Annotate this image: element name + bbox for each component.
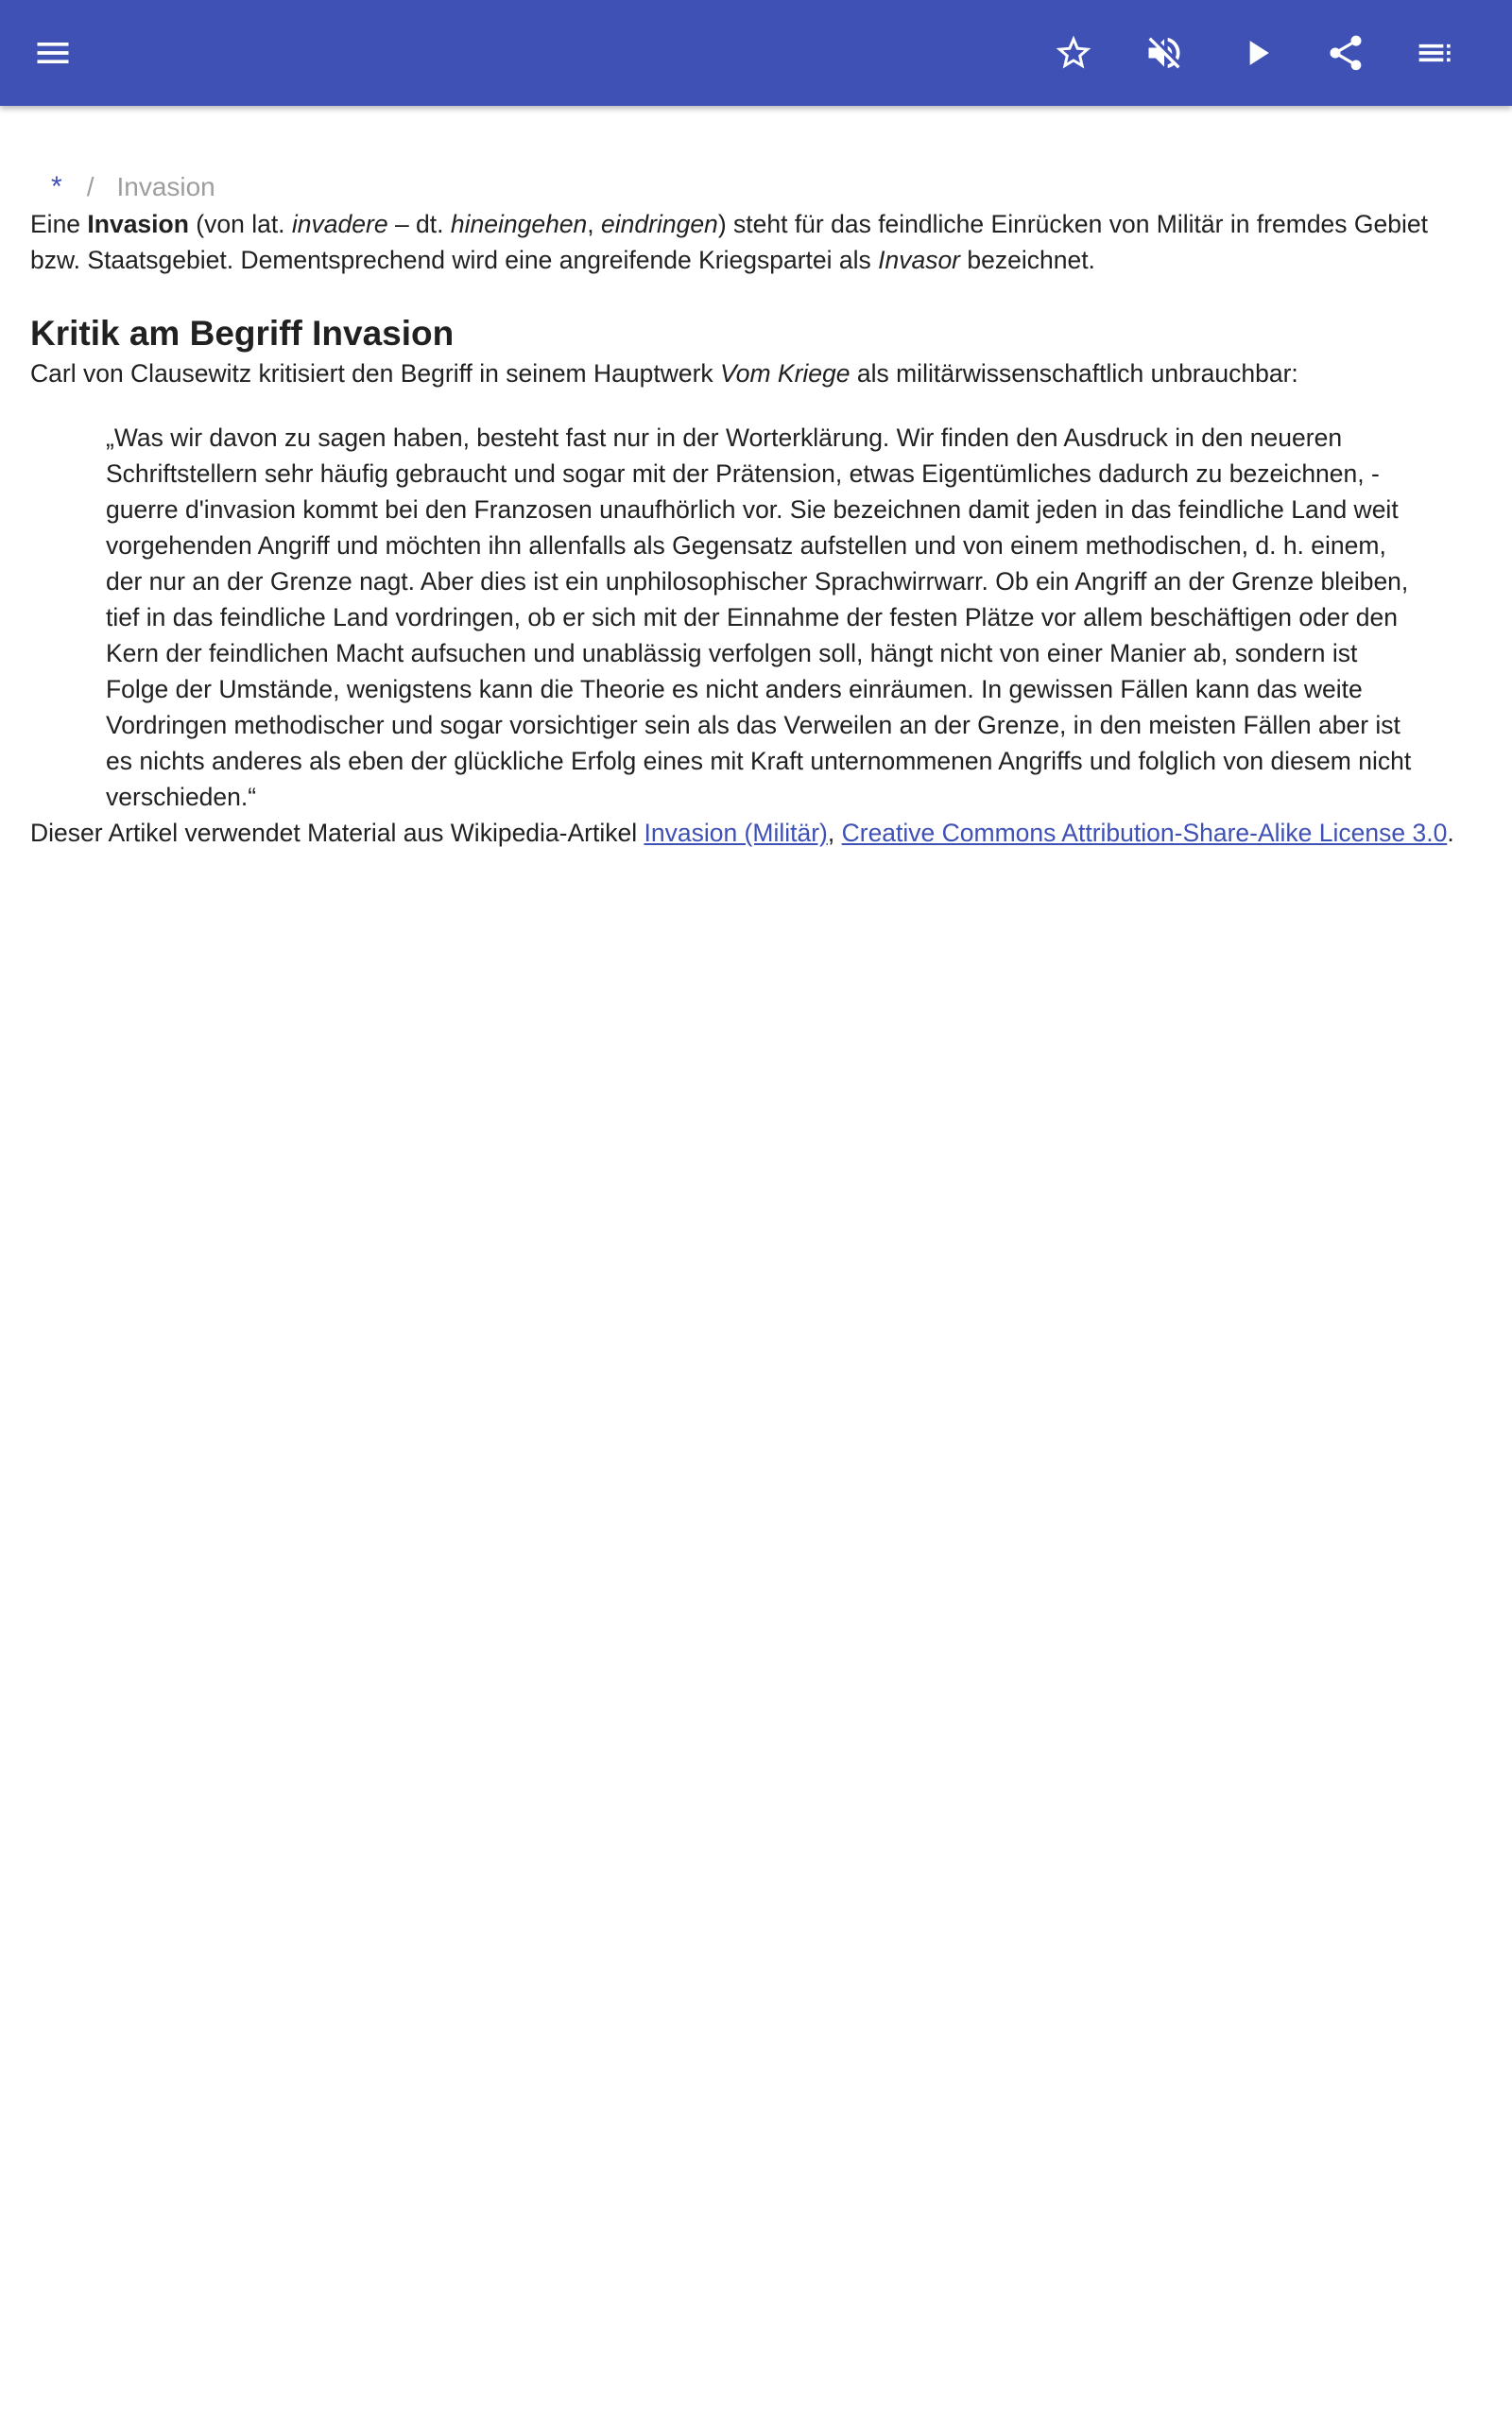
section-text: Carl von Clausewitz kritisiert den Begriff in seinem Hauptwerk: [30, 359, 721, 388]
attribution-text: ,: [827, 819, 842, 847]
section-italic-title: Vom Kriege: [720, 359, 850, 388]
intro-italic-term: hineingehen: [450, 210, 588, 238]
intro-text: ,: [587, 210, 602, 238]
playlist-icon[interactable]: [1410, 26, 1463, 79]
quote-block: [106, 420, 1425, 815]
breadcrumb-separator: /: [86, 172, 94, 201]
play-icon[interactable]: [1230, 26, 1283, 79]
app-bar: [0, 0, 1512, 106]
section-heading: Kritik am Begriff Invasion: [30, 314, 455, 353]
source-attribution: [30, 815, 1482, 851]
intro-text: (von lat.: [188, 210, 292, 238]
attribution-text: Dieser Artikel verwendet Material aus Wikipedia-Artikel: [30, 819, 644, 847]
intro-text: Eine: [30, 210, 88, 238]
attribution-text: .: [1447, 819, 1454, 847]
star-outline-icon[interactable]: [1047, 26, 1100, 79]
intro-text: bezeichnet.: [960, 246, 1095, 274]
intro-italic-term: eindringen: [601, 210, 718, 238]
wikipedia-article-link[interactable]: Invasion (Militär): [644, 819, 828, 847]
quote-text: „Was wir davon zu sagen haben, besteht fast nur in der Worterklärung. Wir finden den Ausdruck in den neueren Schriftstellern sehr häufig gebraucht und sogar mit der Prätension, etwas Eigentümliches dadurch zu bezeichnen, - guerre d'invasion kommt bei den Franzosen unaufhörlich vor. Sie bezeichnen damit jeden in das feindliche Land weit vorgehenden Angriff und möchten ihn allenfalls als Gegensatz aufstellen und von einem methodischen, d. h. einem, der nur an der Grenze nagt. Aber dies ist ein unphilosophischer Sprachwirrwarr. Ob ein Angriff an der Grenze bleiben, tief in das feindliche Land vordringen, ob er sich mit der Einnahme der festen Plätze vor allem beschäftigen oder den Kern der feindlichen Macht aufsuchen und unablässig verfolgen soll, hängt nicht von einer Manier ab, sondern ist Folge der Umstände, wenigstens kann die Theorie es nicht anders einräumen. In gewissen Fällen kann das weite Vordringen methodischer und sogar vorsichtiger sein als das Verweilen an der Grenze, in den meisten Fällen aber ist es nichts anderes als eben der glückliche Erfolg eines mit Kraft unternommenen Angriffs und folglich von diesem nicht verschieden.“: [106, 424, 1412, 811]
intro-text: – dt.: [387, 210, 451, 238]
intro-paragraph: [30, 206, 1482, 278]
section-paragraph: [30, 355, 1482, 391]
intro-italic-term: Invasor: [878, 246, 961, 274]
intro-text: ) steht für das feindliche Einrücken von Militär in fremdes Gebiet bzw. Staatsgebiet. Dementsprechend wird eine angreifende Kriegspartei als: [30, 210, 1428, 274]
volume-off-icon[interactable]: [1138, 26, 1191, 79]
intro-bold-term: Invasion: [87, 210, 189, 238]
breadcrumb: [30, 168, 1482, 206]
breadcrumb-current: Invasion: [116, 172, 215, 201]
menu-icon[interactable]: [26, 26, 79, 79]
license-link[interactable]: Creative Commons Attribution-Share-Alike License 3.0: [841, 819, 1448, 847]
section-text: als militärwissenschaftlich unbrauchbar:: [850, 359, 1298, 388]
article-content: [30, 106, 1482, 851]
intro-italic-term: invadere: [291, 210, 388, 238]
share-icon[interactable]: [1319, 26, 1372, 79]
breadcrumb-home-link[interactable]: *: [51, 171, 62, 202]
